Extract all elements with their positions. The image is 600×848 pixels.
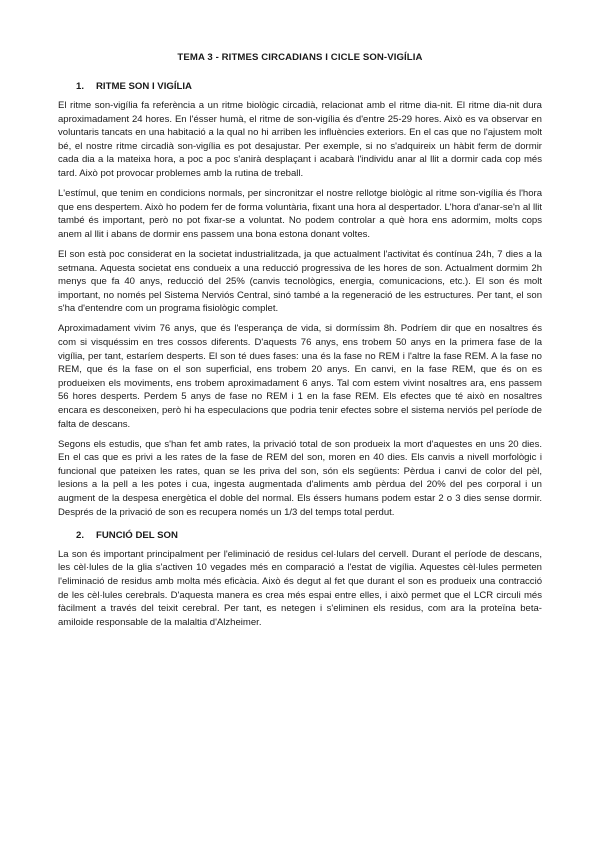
section-title: RITME SON I VIGÍLIA xyxy=(96,81,192,92)
paragraph: L'estímul, que tenim en condicions normals, per sincronitzar el nostre rellotge biològic al ritme son-vigília és l'hora que ens despertem. Això ho podem fer de forma voluntària, fixant una hora al despertador. L'hora d'anar-se'n al llit també és important, però no pot fixar-se a voluntat. No podem controlar a què hora ens adormim, molts cops anem al llit i abans de dormir ens passem una bona estona donant voltes. xyxy=(58,188,542,240)
paragraph: El ritme son-vigília fa referència a un ritme biològic circadià, relacionat amb el ritme dia-nit. El ritme dia-nit dura aproximadament 24 hores. En l'ésser humà, el ritme de son-vigília és d'entre 25-29 hores. Això es va observar en voluntaris tancats en una habitació a la qual no hi arriben les influències exteriors. En el cas que no l'ajustem molt bé, el nostre ritme circadià son-vigília es pot desajustar. Per exemple, si no s'adquireix un hàbit ferm de dormir cada dia a la mateixa hora, a poc a poc s'anirà desplaçant i acabarà l'individu anar al llit a dormir cada cop més tard. Això pot provocar problemes amb la rutina de treball. xyxy=(58,100,542,179)
section-number: 1. xyxy=(76,81,85,92)
paragraph: La son és important principalment per l'eliminació de residus cel·lulars del cervell. Durant el període de descans, les cèl·lules de la glia s'activen 10 vegades més en comparació a l'estat de vigília. Aquestes cèl·lules permeten l'eliminació de residus amb molta més eficàcia. Això és degut al fet que durant el son es produeix una contracció de les cèl·lules cerebrals. D'aquesta manera es crea més espai entre elles, i això permet que el LCR circuli més fàcilment a través del teixit cerebral. Per tant, es netegen i s'eliminen els residus, com ara la proteïna beta-amiloide responsable de la malaltia d'Alzheimer. xyxy=(58,548,542,628)
section-number: 2. xyxy=(76,529,85,541)
section-title: FUNCIÓ DEL SON xyxy=(96,529,178,541)
paragraph: Segons els estudis, que s'han fet amb rates, la privació total de son produeix la mort d'aquestes en uns 20 dies. En el cas que es privi a les rates de la fase de REM del son, moren en 40 dies. Els canvis a nivell morfològic i funcional que pateixen les rates, quan se les priva del son, són els següents: Pèrdua i canvi de color del pèl, lesions a la pell a les potes i cua, ingesta augmentada d'aliments amb pèrdua del 20% del pes corporal i un augment de la despesa energètica el doble del normal. Els éssers humans podem estar 2 o 3 dies sense dormir. Després de la privació de son es recupera només un 1/3 del temps total perdut. xyxy=(58,438,542,518)
paragraph: Aproximadament vivim 76 anys, que és l'esperança de vida, si dormíssim 8h. Podríem dir que en nosaltres és com si visquéssim en tres cossos diferents. D'aquests 76 anys, ens trobem 50 anys en la primera fase de la vigília, per tant, estaríem desperts. El son té dues fases: una és la fase no REM i l'altre la fase REM. A la fase no REM, que és la fase on el son superficial, ens trobem 20 anys. En canvi, en la fase REM, que és on es produeixen els moviments, ens trobem aproximadament 6 anys. Tal com estem vivint nosaltres ara, ens passem 56 hores desperts. Perdem 5 anys de fase no REM i 1 en la fase REM. Els efectes que té això en nosaltres encara es desconeixen, però hi ha especulacions que podria tenir efectes sobre el sistema nerviós pel període de falta de descans. xyxy=(58,323,542,430)
document-title: TEMA 3 - RITMES CIRCADIANS I CICLE SON-VIGÍLIA xyxy=(177,52,423,63)
section-heading-funcio-del-son xyxy=(58,530,542,541)
paragraph: El son està poc considerat en la societat industrialitzada, ja que actualment l'activitat és contínua 24h, 7 dies a la setmana. Aquesta societat ens condueix a una reducció progressiva de les hores de son. Actualment dormim 2h menys que fa 40 anys, reducció del 25% (canvis tecnològics, energia, comunicacions, etc.). El son és molt important, no només pel Sistema Nerviós Central, sinó també a la regeneració de les estructures. Per tant, el son s'ha d'entendre com un programa fisiològic complet. xyxy=(58,248,542,315)
section-heading-ritme-son-vigilia xyxy=(58,81,542,92)
